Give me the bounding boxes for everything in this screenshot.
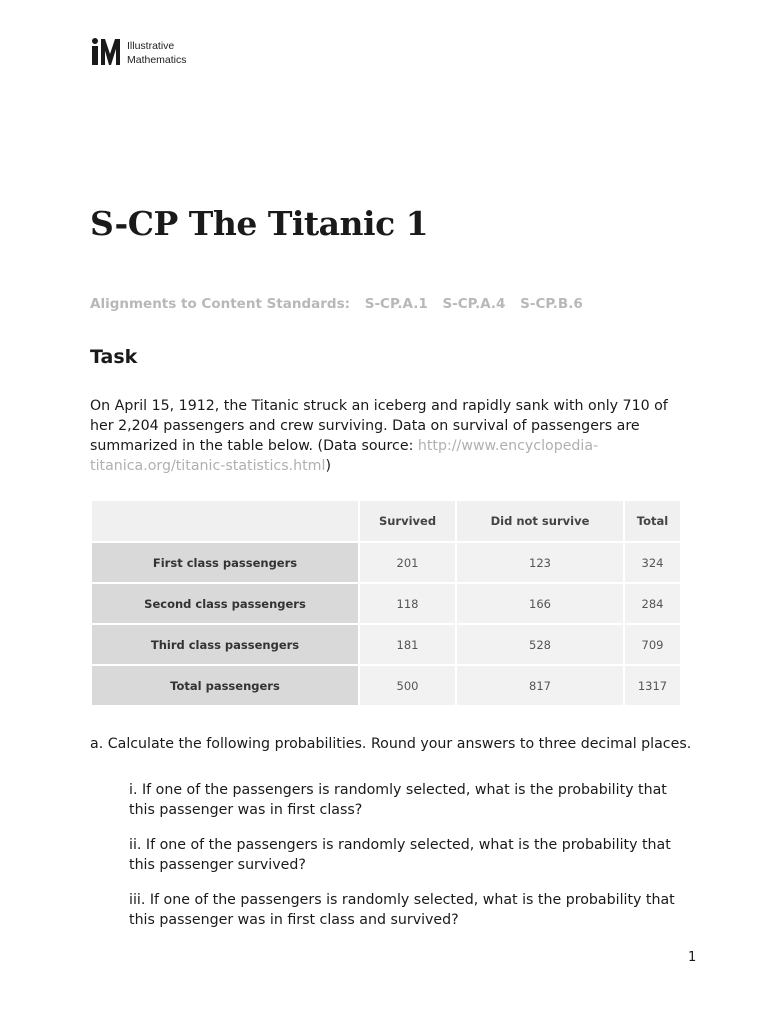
table-header-cell: Survived [359,500,456,542]
logo-line-1: Illustrative [127,40,175,52]
table-cell: 166 [456,583,624,624]
question-ii: ii. If one of the passengers is randomly selected, what is the probability that this passenger survived? [129,837,671,873]
row-label: Total passengers [91,665,359,706]
table-row [91,665,681,706]
logo-line-2: Mathematics [127,54,187,66]
table-cell: 709 [624,624,681,665]
standard-link[interactable]: S-CP.B.6 [520,296,583,312]
table-cell: 817 [456,665,624,706]
table-cell: 284 [624,583,681,624]
table-cell: 181 [359,624,456,665]
table-row [91,542,681,583]
table-header-cell [91,500,359,542]
table-cell: 324 [624,542,681,583]
table-row [91,624,681,665]
data-source-link[interactable]: http://www.encyclopedia-titanica.org/titanic-statistics.html [90,438,599,474]
table-header-cell: Did not survive [456,500,624,542]
logo-text [127,39,187,67]
table-header-row [91,500,681,542]
row-label: First class passengers [91,542,359,583]
standard-link[interactable]: S-CP.A.1 [364,296,428,312]
table-cell: 500 [359,665,456,706]
task-heading: Task [90,346,138,368]
table-row [91,583,681,624]
table-cell: 201 [359,542,456,583]
im-logo[interactable] [91,38,187,67]
table-cell: 1317 [624,665,681,706]
alignments [90,296,583,312]
row-label: Third class passengers [91,624,359,665]
table-cell: 528 [456,624,624,665]
illustrative-mathematics-logo-icon [91,38,125,66]
intro-after: ) [325,458,331,474]
page-title: S-CP The Titanic 1 [90,204,429,243]
part-a-instruction: a. Calculate the following probabilities. Round your answers to three decimal places. [90,736,692,752]
page-number: 1 [688,950,697,965]
question-i: i. If one of the passengers is randomly selected, what is the probability that this passenger was in first class? [129,782,667,818]
table-header-cell: Total [624,500,681,542]
table-cell: 118 [359,583,456,624]
intro-paragraph [90,396,680,476]
question-iii: iii. If one of the passengers is randomly selected, what is the probability that this passenger was in first class and survived? [129,892,675,928]
intro-text: On April 15, 1912, the Titanic struck an iceberg and rapidly sank with only 710 of her 2,204 passengers and crew surviving. Data on survival of passengers are summarized in the table below. (Data source: [90,398,668,454]
alignments-label: Alignments to Content Standards: [90,296,351,312]
standard-link[interactable]: S-CP.A.4 [442,296,506,312]
survival-table [90,499,682,707]
row-label: Second class passengers [91,583,359,624]
table-cell: 123 [456,542,624,583]
